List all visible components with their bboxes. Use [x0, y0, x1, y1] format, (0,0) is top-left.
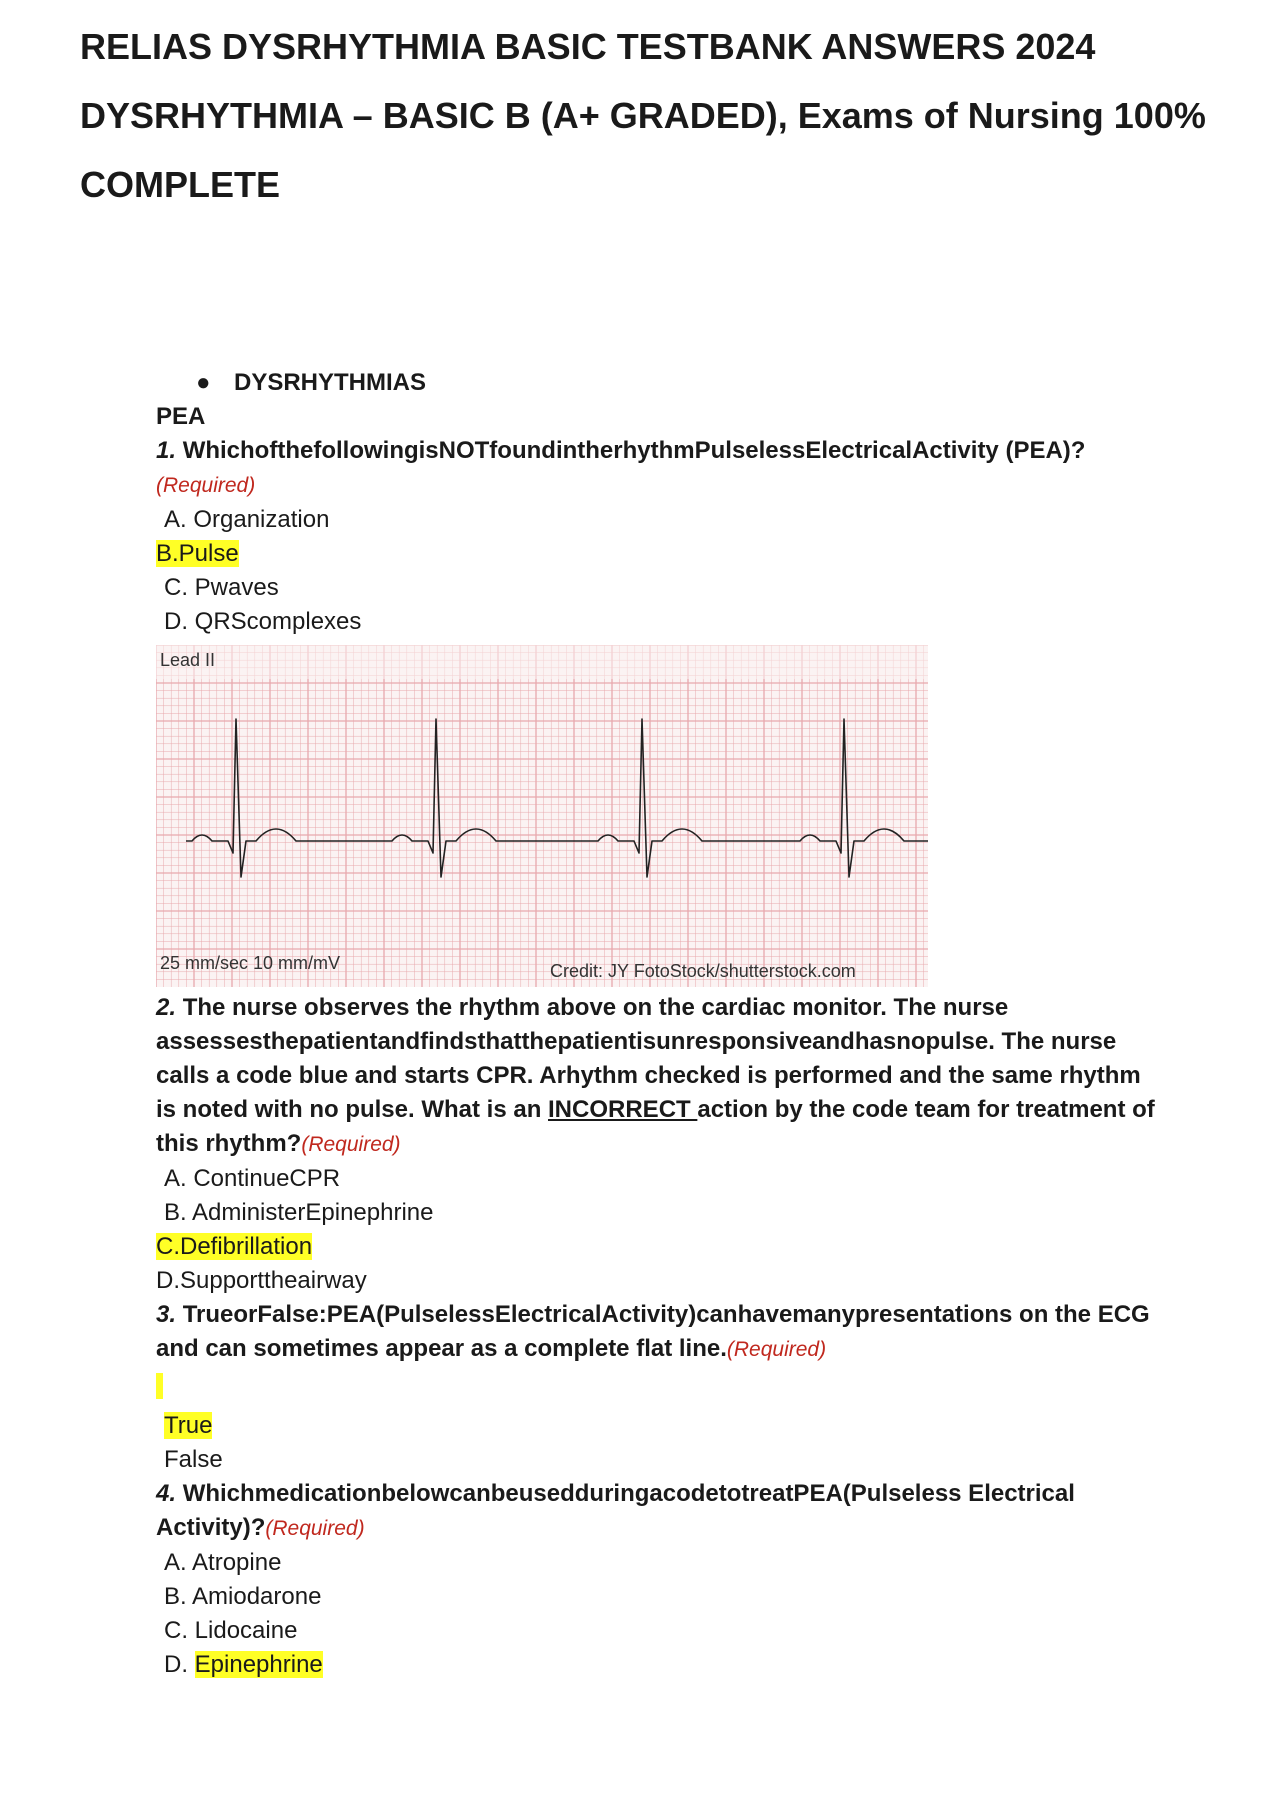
q4-option-b: B. Amiodarone — [164, 1583, 322, 1610]
underlined-keyword: INCORRECT — [548, 1096, 698, 1123]
question-text: WhichofthefollowingisNOTfoundintherhythmPulselessElectricalActivity (PEA)? — [182, 437, 1086, 464]
q4-option-a: A. Atropine — [164, 1549, 282, 1576]
highlight-mark — [156, 1373, 163, 1399]
question-text-end: action by the code team for treatment of this rhythm? — [156, 1096, 1155, 1157]
question-2 — [156, 991, 1156, 1162]
option-letter: D. — [164, 1651, 188, 1678]
required-label: (Required) — [301, 1133, 401, 1156]
question-3 — [156, 1298, 1156, 1367]
q1-option-d: D. QRScomplexes — [164, 608, 362, 635]
question-number: 4. — [156, 1480, 177, 1507]
q2-option-c — [156, 1230, 1156, 1264]
ecg-lead-label: Lead II — [160, 650, 216, 670]
question-text: TrueorFalse:PEA(PulselessElectricalActivity)canhavemanypresentations on the ECG and can sometimes appear as a complete flat line. — [156, 1301, 1150, 1362]
bullet-dot-icon: ● — [196, 369, 211, 396]
q2-option-b: B. AdministerEpinephrine — [164, 1199, 434, 1226]
q2-option-a: A. ContinueCPR — [164, 1165, 341, 1192]
q1-option-c: C. Pwaves — [164, 574, 279, 601]
answer-highlight: Epinephrine — [194, 1651, 323, 1678]
question-text: The nurse observes the rhythm above on the cardiac monitor. The nurse assessesthepatientandfindsthatthepatientisunresponsiveandhasnopulse. The nurse calls a code blue and starts CPR. Arhythm checked is performed and the same rhythm is noted with no pulse. What is an — [156, 994, 1141, 1123]
ecg-background — [156, 645, 928, 987]
question-text: WhichmedicationbelowcanbeusedduringacodetotreatPEA(Pulseless Electrical Activity)? — [156, 1480, 1075, 1541]
answer-highlight: C.Defibrillation — [156, 1233, 313, 1260]
answer-highlight: True — [164, 1412, 213, 1439]
question-4 — [156, 1477, 1156, 1546]
section-bullet — [156, 366, 1156, 400]
q3-option-false: False — [164, 1446, 223, 1473]
ecg-credit: Credit: JY FotoStock/shutterstock.com — [550, 961, 856, 981]
question-1 — [156, 434, 1156, 503]
q1-option-a: A. Organization — [164, 506, 330, 533]
q4-option-c: C. Lidocaine — [164, 1617, 298, 1644]
ecg-scale-label: 25 mm/sec 10 mm/mV — [160, 953, 341, 973]
q3-option-true — [156, 1409, 1156, 1443]
ecg-strip — [156, 645, 928, 987]
ecg-strip-image — [156, 645, 928, 987]
section-topic: PEA — [156, 403, 206, 430]
answer-highlight: B.Pulse — [156, 540, 239, 567]
required-label: (Required) — [265, 1517, 365, 1540]
ecg-label-band-top — [156, 645, 928, 679]
question-number: 2. — [156, 994, 177, 1021]
q4-option-d — [156, 1648, 1156, 1682]
document-title: RELIAS DYSRHYTHMIA BASIC TESTBANK ANSWERS 2024 DYSRHYTHMIA – BASIC B (A+ GRADED), Exams of Nursing 100% COMPLETE — [80, 26, 1206, 205]
q2-option-d: D.Supportthеairway — [156, 1267, 367, 1294]
section-bullet-text: DYSRHYTHMIAS — [234, 369, 427, 396]
required-label: (Required) — [156, 474, 256, 497]
q1-option-b — [156, 537, 1156, 571]
document-body — [156, 366, 1156, 1682]
question-number: 1. — [156, 437, 177, 464]
required-label: (Required) — [726, 1338, 827, 1361]
question-number: 3. — [156, 1301, 177, 1328]
